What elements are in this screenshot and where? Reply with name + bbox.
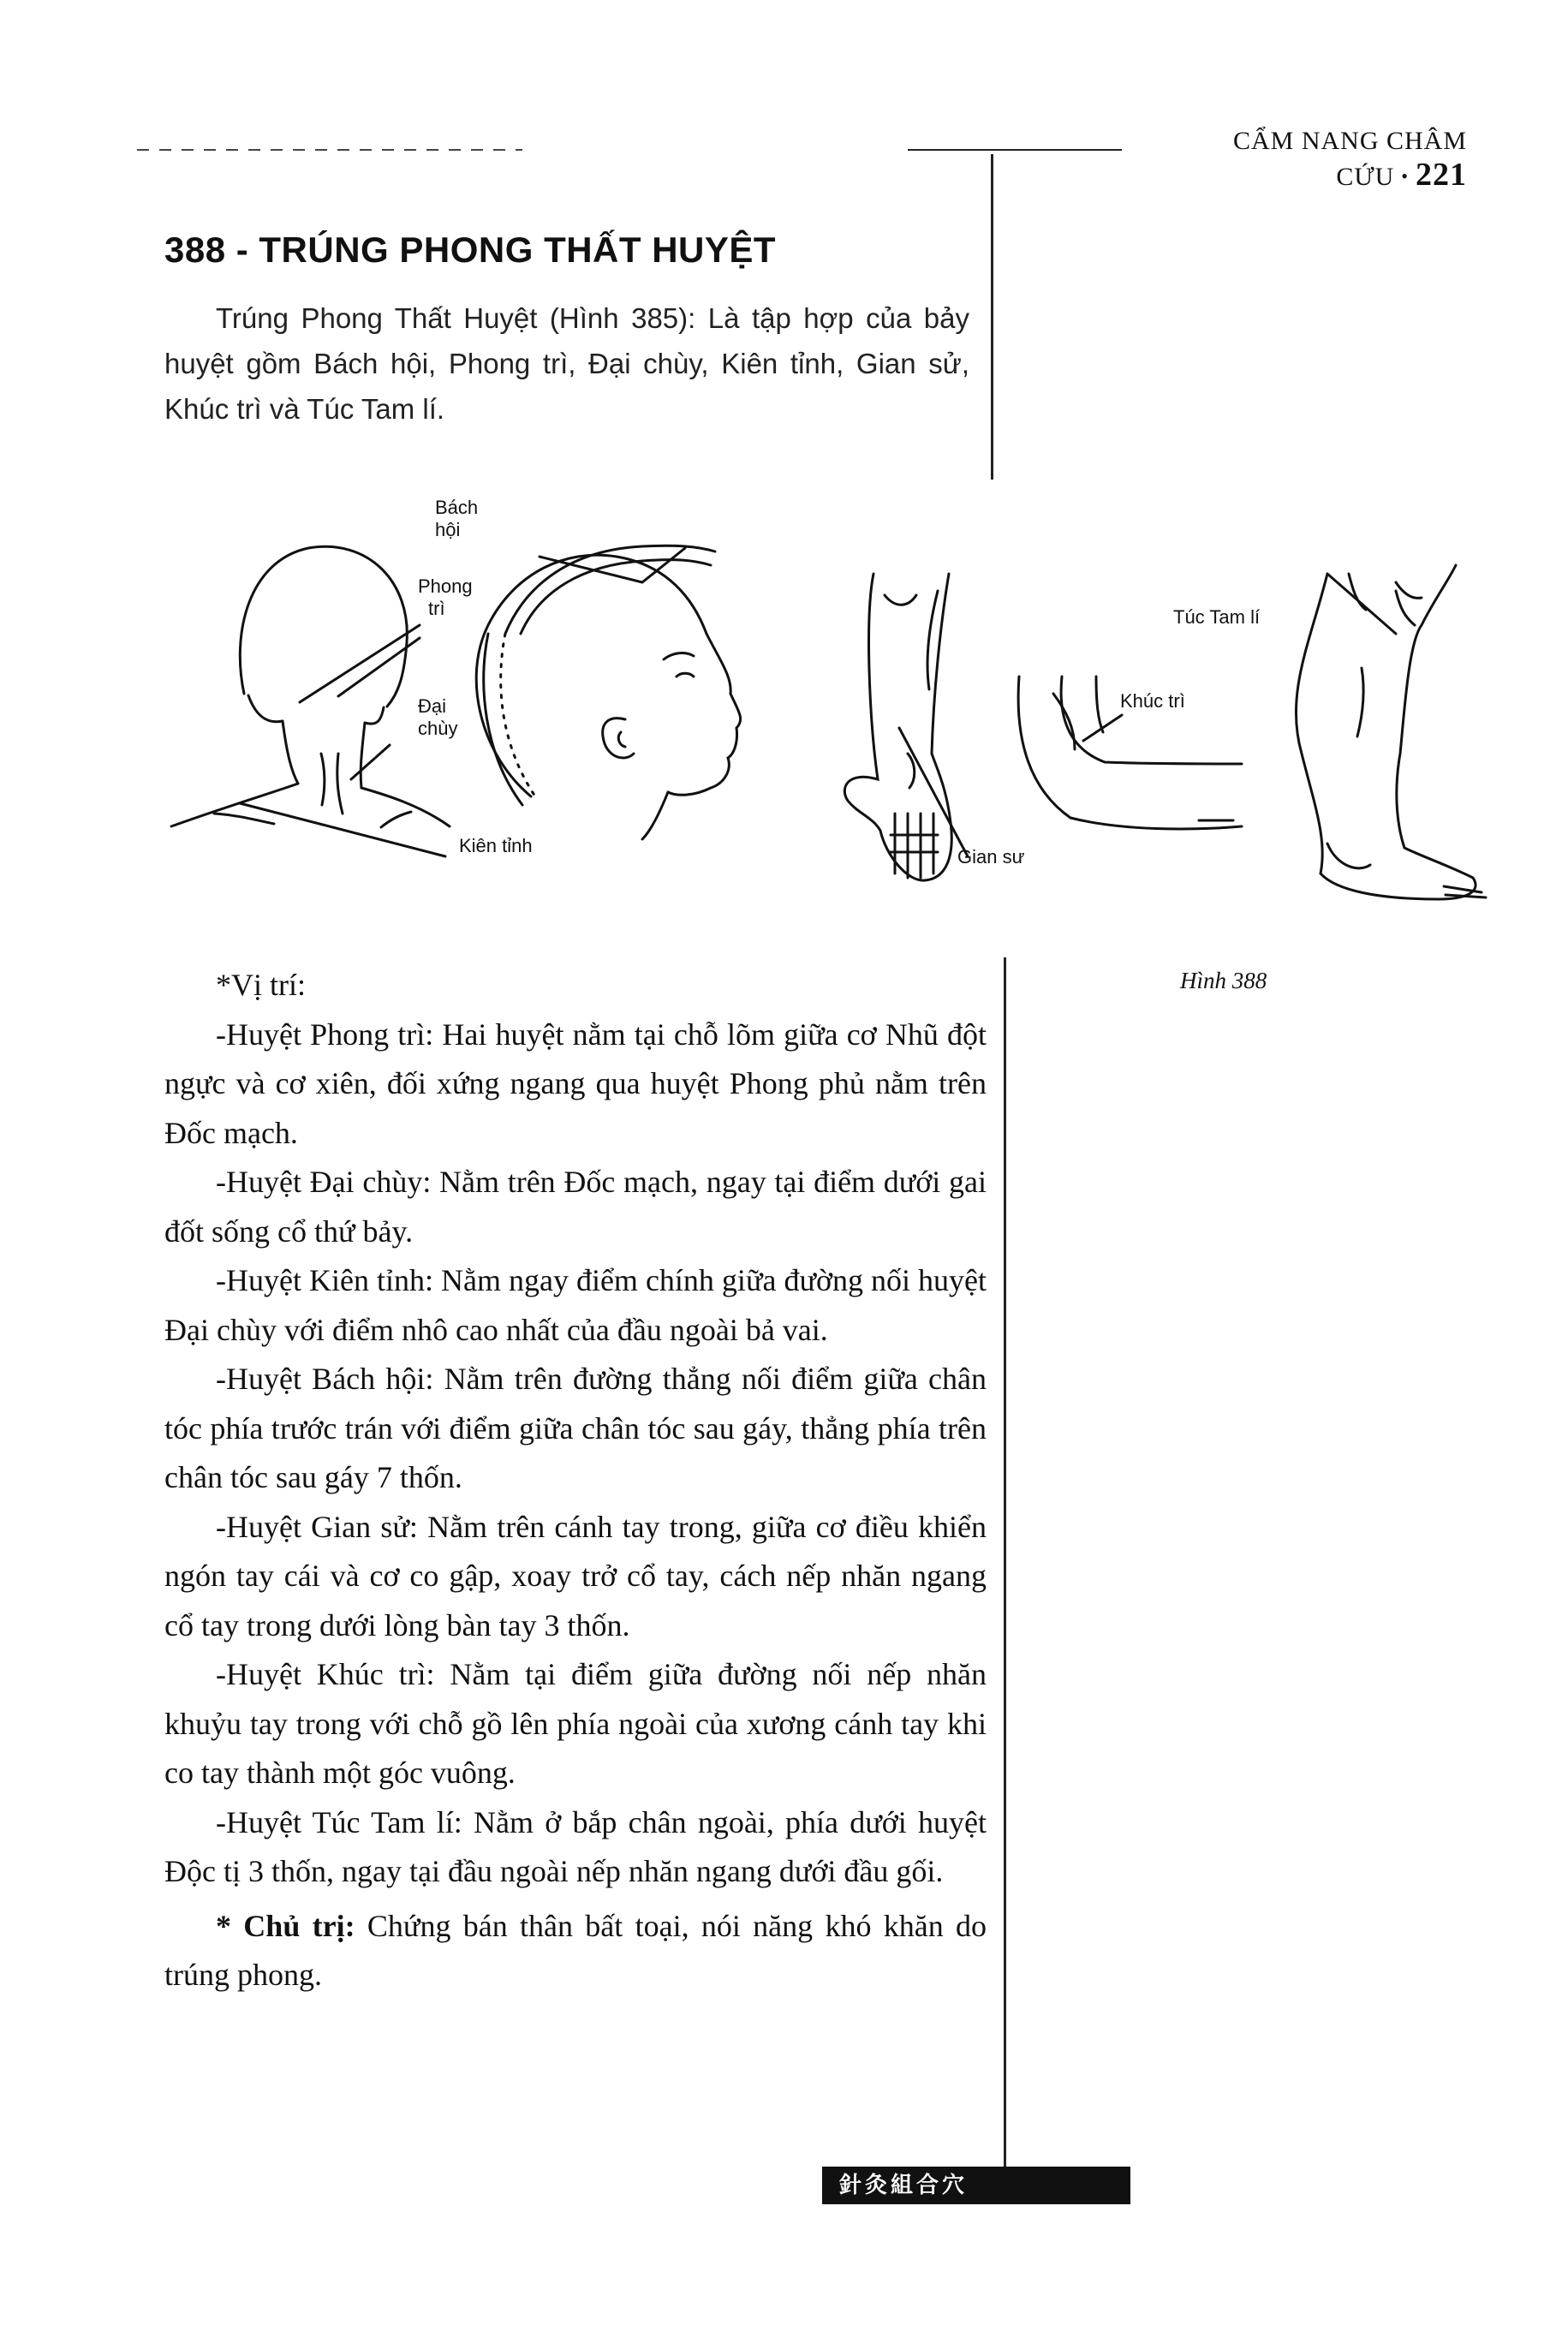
- header-bullet: •: [1401, 165, 1409, 187]
- running-title: CẨM NANG CHÂM CỨU: [1232, 127, 1467, 191]
- label-phong-tri-line1: Phong: [418, 575, 473, 597]
- head-back-drawing: [171, 546, 450, 856]
- footer-stamp: 針灸組合穴: [822, 2167, 1130, 2204]
- acupoint-figure: [163, 497, 1499, 925]
- label-bach-hoi-line1: Bách: [435, 497, 479, 518]
- label-kien-tinh: Kiên tỉnh: [459, 835, 533, 856]
- paragraph-gian-su: -Huyệt Gian sử: Nằm trên cánh tay trong, giữa cơ điều khiển ngón tay cái và cơ co gập, xoay trở cổ tay, cách nếp nhăn ngang cổ tay trong dưới lòng bàn tay 3 thốn.: [164, 1509, 987, 1642]
- column-rule-top: [991, 154, 993, 480]
- label-khuc-tri: Khúc trì: [1120, 690, 1185, 712]
- chu-tri-text: Chứng bán thân bất toại, nói năng khó khăn do trúng phong.: [164, 1908, 987, 1992]
- figure-caption: Hình 388: [1180, 968, 1267, 993]
- forearm-drawing: [844, 574, 968, 880]
- body-text: [164, 961, 987, 2000]
- paragraph-dai-chuy: -Huyệt Đại chùy: Nằm trên Đốc mạch, ngay tại điểm dưới gai đốt sống cổ thứ bảy.: [164, 1165, 987, 1249]
- label-phong-tri: [418, 575, 473, 620]
- label-gian-su: Gian sư: [957, 846, 1025, 867]
- label-phong-tri-line2: trì: [428, 598, 445, 619]
- running-header: [1129, 127, 1467, 194]
- section-title: 388 - TRÚNG PHONG THẤT HUYỆT: [164, 230, 777, 270]
- paragraph-chu-tri: [164, 1902, 987, 2000]
- paragraph-bach-hoi: -Huyệt Bách hội: Nằm trên đường thẳng nối điểm giữa chân tóc phía trước trán với điểm giữa chân tóc sau gáy, thẳng phía trên chân tóc sau gáy 7 thốn.: [164, 1362, 987, 1494]
- header-rule-right: [908, 149, 1122, 151]
- acupoint-illustration: [163, 497, 1499, 925]
- paragraph-khuc-tri: -Huyệt Khúc trì: Nằm tại điểm giữa đường nối nếp nhăn khuỷu tay trong với chỗ gồ lên phía ngoài của xương cánh tay khi co tay thành một góc vuông.: [164, 1657, 987, 1790]
- label-bach-hoi-line2: hội: [435, 519, 461, 540]
- chu-tri-label: * Chủ trị:: [216, 1908, 355, 1943]
- vi-tri-heading: *Vị trí:: [216, 968, 306, 1002]
- page-number: 221: [1416, 157, 1467, 193]
- label-bach-hoi: [435, 497, 478, 541]
- header-rule-left: [137, 149, 522, 151]
- label-dai-chuy: [418, 695, 457, 740]
- paragraph-tuc-tam-li: -Huyệt Túc Tam lí: Nằm ở bắp chân ngoài, phía dưới huyệt Độc tị 3 thốn, ngay tại đầu ngoài nếp nhăn ngang dưới đầu gối.: [164, 1804, 987, 1888]
- paragraph-kien-tinh: -Huyệt Kiên tỉnh: Nằm ngay điểm chính giữa đường nối huyệt Đại chùy với điểm nhô cao nhất của đầu ngoài bả vai.: [164, 1263, 987, 1347]
- label-dai-chuy-line1: Đại: [418, 695, 447, 717]
- label-tuc-tam-li: Túc Tam lí: [1173, 606, 1261, 628]
- intro-paragraph: Trúng Phong Thất Huyệt (Hình 385): Là tập hợp của bảy huyệt gồm Bách hội, Phong trì, Đại chùy, Kiên tỉnh, Gian sử, Khúc trì và Túc Tam lí.: [164, 302, 969, 425]
- leg-drawing: [1296, 565, 1486, 899]
- label-dai-chuy-line2: chùy: [418, 718, 458, 739]
- column-rule-bottom: [1004, 957, 1006, 2182]
- head-side-drawing: [476, 546, 740, 839]
- paragraph-phong-tri: -Huyệt Phong trì: Hai huyệt nằm tại chỗ lõm giữa cơ Nhũ đột ngực và cơ xiên, đối xứng ngang qua huyệt Phong phủ nằm trên Đốc mạch.: [164, 1016, 987, 1150]
